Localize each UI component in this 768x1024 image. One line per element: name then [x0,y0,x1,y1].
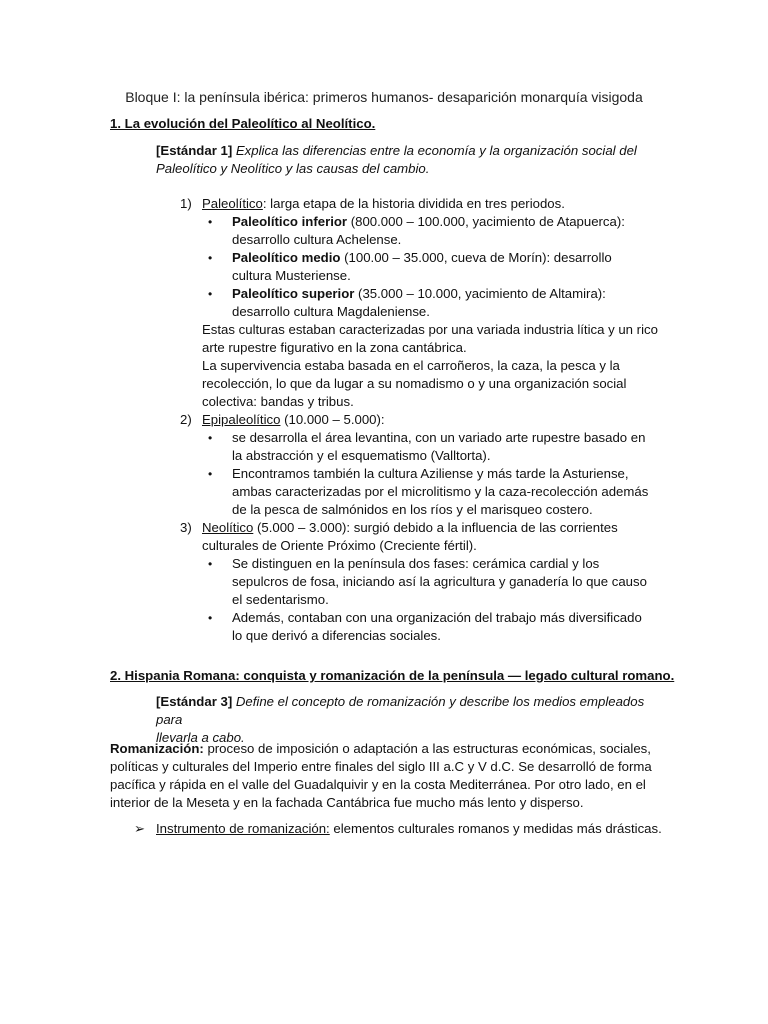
standard-3-tag: [Estándar 3] [156,694,233,709]
bullet-text: (100.00 – 35.000, cueva de Morín): desarrollo [340,250,612,265]
instrumento-item [134,820,674,838]
bullet-text: desarrollo cultura Achelense. [232,232,402,247]
instrumento-label: Instrumento de romanización: [156,821,330,836]
standard-3 [156,693,666,747]
bullet-item [206,609,660,645]
list-item-label: Epipaleolítico [202,412,281,427]
paragraph-line: arte rupestre figurativo en la zona cantábrica. [202,340,467,355]
paragraph-line: pacífica y rápida en el valle del Guadalquivir y en la costa Mediterránea. Por otro lado, en el [110,777,646,792]
list-item-text: culturales de Oriente Próximo (Creciente fértil). [202,538,477,553]
standard-1 [156,142,666,178]
paragraph-line: interior de la Meseta y en la fachada Cantábrica fue mucho más lento y disperso. [110,795,584,810]
bullet-icon: • [208,431,213,445]
bullet-list-epipaleolitico [180,429,660,519]
list-item-text: : larga etapa de la historia dividida en tres periodos. [262,196,565,211]
list-item-neolitico [180,519,660,555]
section-2-heading: 2. Hispania Romana: conquista y romanización de la península — legado cultural romano. [110,668,675,683]
list-item-label: Paleolítico [202,196,263,211]
paleolitico-paragraph [180,321,660,411]
bullet-item [206,213,660,249]
bullet-text: (35.000 – 10.000, yacimiento de Altamira): [354,286,606,301]
bullet-item [206,249,660,285]
bullet-bold: Paleolítico medio [232,250,341,265]
bullet-text: ambas caracterizadas por el microlitismo y la caza-recolección además [232,484,649,499]
bullet-item [206,555,660,609]
bullet-text: Encontramos también la cultura Aziliense y más tarde la Asturiense, [232,466,629,481]
bullet-text: desarrollo cultura Magdaleniense. [232,304,430,319]
list-item-number: 3) [180,520,192,535]
list-item-paleolitico [180,195,660,213]
bullet-icon: • [208,467,213,481]
bullet-text: Se distinguen en la península dos fases: cerámica cardial y los [232,556,600,571]
bullet-text: sepulcros de fosa, iniciando así la agricultura y ganadería lo que causo [232,574,647,589]
paragraph-line: proceso de imposición o adaptación a las estructuras económicas, sociales, [203,741,651,756]
bullet-icon: • [208,251,213,265]
bullet-bold: Paleolítico inferior [232,214,348,229]
standard-3-desc-line2: llevarla a cabo. [156,730,245,745]
list-item-label: Neolítico [202,520,254,535]
instrumento-text: elementos culturales romanos y medidas más drásticas. [329,821,662,836]
paragraph-line: colectiva: bandas y tribus. [202,394,354,409]
standard-3-desc-line1: Define el concepto de romanización y describe los medios empleados para [156,694,645,727]
romanizacion-paragraph [110,740,658,812]
standard-1-desc-line1: Explica las diferencias entre la economía y la organización social del [235,143,637,158]
bullet-icon: • [208,287,213,301]
bullet-text: Además, contaban con una organización del trabajo más diversificado [232,610,642,625]
list-item-text: (5.000 – 3.000): surgió debido a la influencia de las corrientes [253,520,618,535]
romanizacion-term: Romanización: [110,741,204,756]
bullet-item [206,429,660,465]
bullet-text: (800.000 – 100.000, yacimiento de Atapuerca): [347,214,625,229]
bullet-text: se desarrolla el área levantina, con un variado arte rupestre basado en [232,430,646,445]
bullet-list-neolitico [180,555,660,645]
bullet-list-paleolitico [180,213,660,321]
bullet-icon: • [208,557,213,571]
bullet-text: el sedentarismo. [232,592,329,607]
list-item-epipaleolitico [180,411,660,429]
paragraph-line: La supervivencia estaba basada en el carroñeros, la caza, la pesca y la [202,358,620,373]
bullet-text: de la pesca de salmónidos en los ríos y el marisqueo costero. [232,502,593,517]
list-item-text: (10.000 – 5.000): [280,412,385,427]
section-1-heading: 1. La evolución del Paleolítico al Neolítico. [110,116,376,131]
paragraph-line: Estas culturas estaban caracterizadas por una variada industria lítica y un rico [202,322,658,337]
bullet-bold: Paleolítico superior [232,286,355,301]
bullet-item [206,465,660,519]
standard-1-desc-line2: Paleolítico y Neolítico y las causas del cambio. [156,161,430,176]
bullet-icon: • [208,611,213,625]
bullet-item [206,285,660,321]
list-item-number: 2) [180,412,192,427]
list-item-number: 1) [180,196,192,211]
bullet-text: cultura Musteriense. [232,268,351,283]
standard-1-tag: [Estándar 1] [156,143,233,158]
paragraph-line: recolección, lo que da lugar a su nomadismo o y una organización social [202,376,627,391]
document-title: Bloque I: la península ibérica: primeros humanos- desaparición monarquía visigoda [125,89,643,105]
bullet-text: lo que derivó a diferencias sociales. [232,628,441,643]
paragraph-line: políticas y culturales del Imperio entre finales del siglo III a.C y V d.C. Se desarrolló de forma [110,759,652,774]
numbered-list [180,195,660,645]
bullet-icon: • [208,215,213,229]
bullet-text: la abstracción y el esquematismo (Valltorta). [232,448,491,463]
arrow-bullet-icon: ➢ [134,821,146,836]
